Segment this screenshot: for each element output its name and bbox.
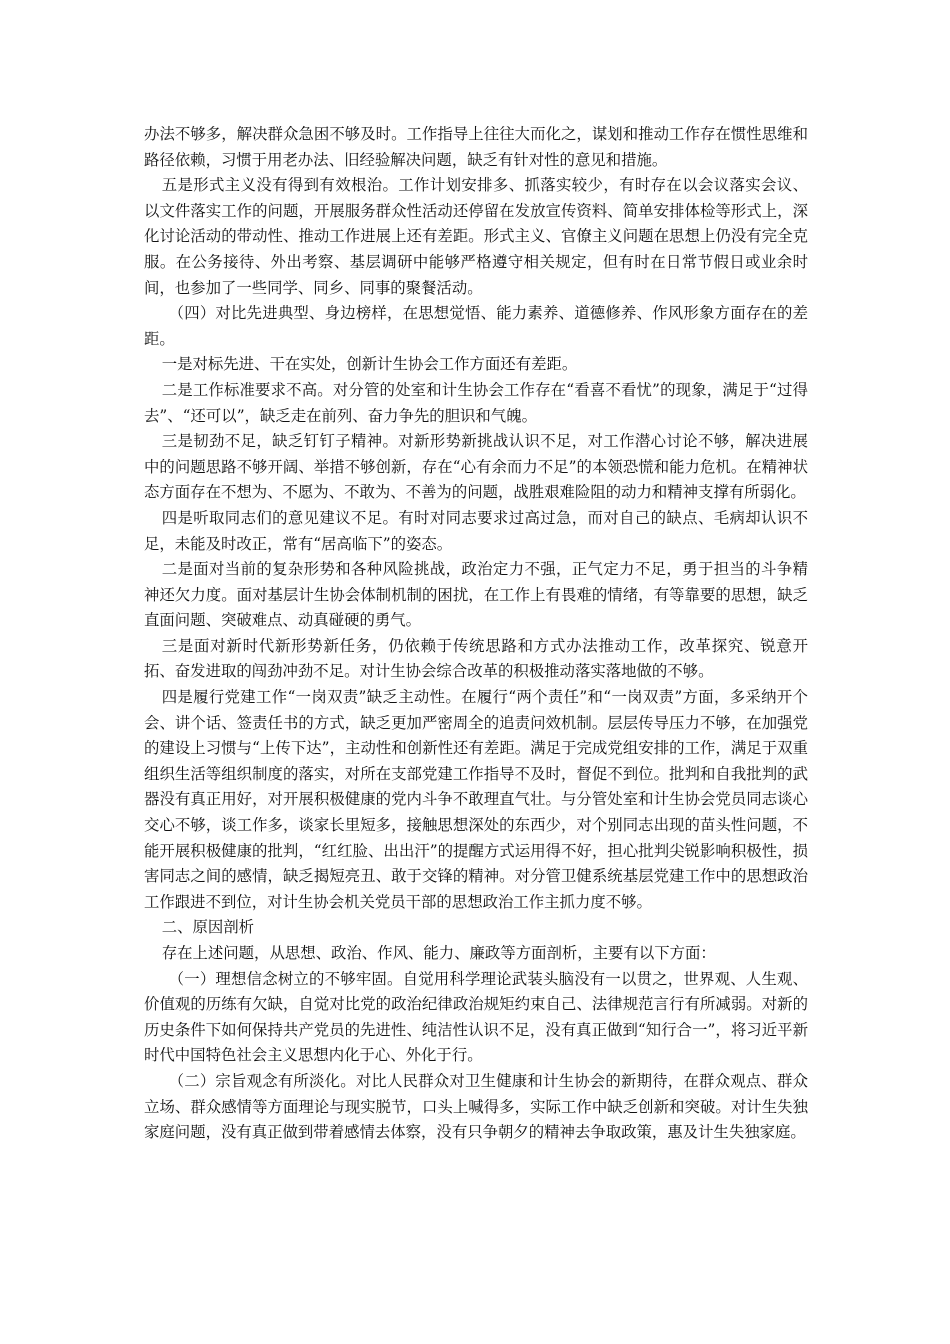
- paragraph: 四是履行党建工作“一岗双责”缺乏主动性。在履行“两个责任”和“一岗双责”方面，多采纳开个会、讲个话、签责任书的方式，缺乏更加严密周全的追责问效机制。层层传导压力不够，在加强党的建设上习惯与“上传下达”，主动性和创新性还有差距。满足于完成党组安排的工作，满足于双重组织生活等组织制度的落实，对所在支部党建工作指导不及时，督促不到位。批判和自我批判的武器没有真正用好，对开展积极健康的党内斗争不敢理直气壮。与分管处室和计生协会党员同志谈心交心不够，谈工作多，谈家长里短多，接触思想深处的东西少，对个别同志出现的苗头性问题，不能开展积极健康的批判，“红红脸、出出汗”的提醒方式运用得不好，担心批判尖锐影响积极性，损害同志之间的感情，缺乏揭短亮丑、敢于交锋的精神。对分管卫健系统基层党建工作中的思想政治工作跟进不到位，对计生协会机关党员干部的思想政治工作主抓力度不够。: [144, 688, 808, 911]
- paragraph: （二）宗旨观念有所淡化。对比人民群众对卫生健康和计生协会的新期待，在群众观点、群众立场、群众感情等方面理论与现实脱节，口头上喊得多，实际工作中缺乏创新和突破。对计生失独家庭问题，没有真正做到带着感情去体察，没有只争朝夕的精神去争取政策，惠及计生失独家庭。: [144, 1071, 808, 1142]
- document-body: [144, 122, 808, 1146]
- paragraph: 存在上述问题，从思想、政治、作风、能力、廉政等方面剖析，主要有以下方面：: [161, 944, 716, 962]
- paragraph: 办法不够多，解决群众急困不够及时。工作指导上往往大而化之，谋划和推动工作存在惯性思维和路径依赖，习惯于用老办法、旧经验解决问题，缺乏有针对性的意见和措施。: [144, 125, 808, 169]
- paragraph: 二是工作标准要求不高。对分管的处室和计生协会工作存在“看喜不看忧”的现象，满足于“过得去”、“还可以”，缺乏走在前列、奋力争先的胆识和气魄。: [144, 380, 808, 425]
- paragraph: 五是形式主义没有得到有效根治。工作计划安排多、抓落实较少，有时存在以会议落实会议、以文件落实工作的问题，开展服务群众性活动还停留在发放宣传资料、简单安排体检等形式上，深化讨论活动的带动性、推动工作进展上还有差距。形式主义、官僚主义问题在思想上仍没有完全克服。在公务接待、外出考察、基层调研中能够严格遵守相关规定，但有时在日常节假日或业余时间，也参加了一些同学、同乡、同事的聚餐活动。: [144, 176, 808, 297]
- paragraph: 四是听取同志们的意见建议不足。有时对同志要求过高过急，而对自己的缺点、毛病却认识不足，未能及时改正，常有“居高临下”的姿态。: [144, 508, 808, 553]
- paragraph: （一）理想信念树立的不够牢固。自觉用科学理论武装头脑没有一以贯之，世界观、人生观、价值观的历练有欠缺，自觉对比党的政治纪律政治规矩约束自己、法律规范言行有所减弱。对新的历史条件下如何保持共产党员的先进性、纯洁性认识不足，没有真正做到“知行合一”，将习近平新时代中国特色社会主义思想内化于心、外化于行。: [144, 969, 808, 1065]
- paragraph: 三是韧劲不足，缺乏钉钉子精神。对新形势新挑战认识不足，对工作潜心讨论不够，解决进展中的问题思路不够开阔、举措不够创新，存在“心有余而力不足”的本领恐慌和能力危机。在精神状态方面存在不想为、不愿为、不敢为、不善为的问题，战胜艰难险阻的动力和精神支撑有所弱化。: [144, 432, 808, 502]
- section-heading: （四）对比先进典型、身边榜样，在思想觉悟、能力素养、道德修养、作风形象方面存在的差距。: [144, 304, 808, 348]
- paragraph: 二是面对当前的复杂形势和各种风险挑战，政治定力不强，正气定力不足，勇于担当的斗争精神还欠力度。面对基层计生协会体制机制的困扰，在工作上有畏难的情绪，有等靠要的思想，缺乏直面问题、突破难点、动真碰硬的勇气。: [144, 560, 808, 630]
- section-heading: 二、原因剖析: [161, 918, 255, 937]
- paragraph: 三是面对新时代新形势新任务，仍依赖于传统思路和方式办法推动工作，改革探究、锐意开拓、奋发进取的闯劲冲劲不足。对计生协会综合改革的积极推动落实落地做的不够。: [144, 636, 808, 681]
- paragraph: 一是对标先进、干在实处，创新计生协会工作方面还有差距。: [161, 355, 578, 374]
